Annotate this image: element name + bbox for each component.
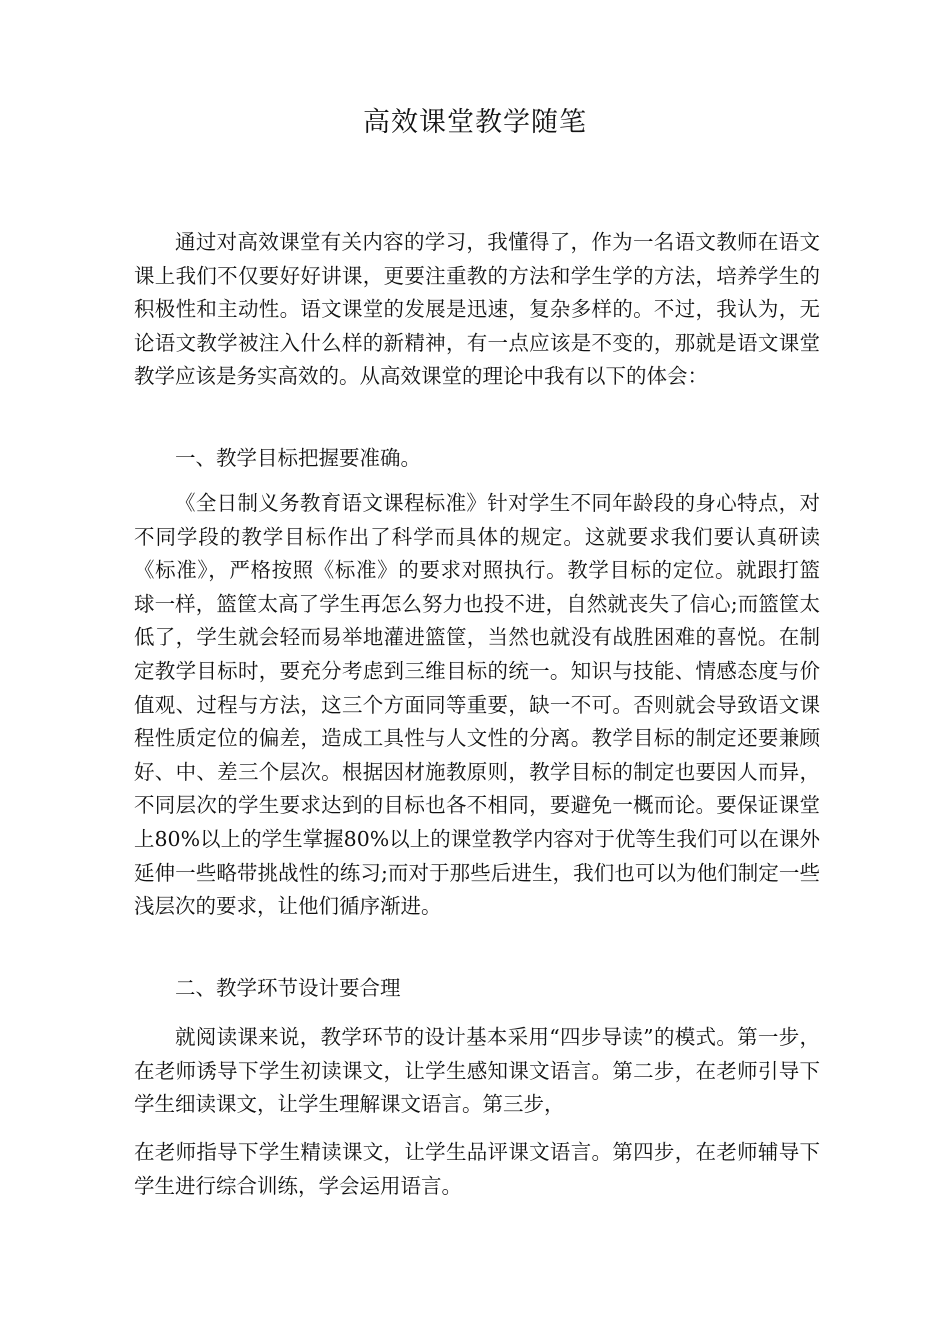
page-title: 高效课堂教学随笔	[363, 107, 587, 138]
paragraph-section-2-continued: 在老师指导下学生精读课文，让学生品评课文语言。第四步，在老师辅导下学生进行综合训练，学会运用语言。	[134, 1140, 820, 1198]
section-heading-2: 二、教学环节设计要合理	[175, 976, 401, 1000]
paragraph-intro: 通过对高效课堂有关内容的学习，我懂得了，作为一名语文教师在语文课上我们不仅要好好讲课，更要注重教的方法和学生学的方法，培养学生的积极性和主动性。语文课堂的发展是迅速，复杂多样的。不过，我认为，无论语文教学被注入什么样的新精神，有一点应该是不变的，那就是语文课堂教学应该是务实高效的。从高效课堂的理论中我有以下的体会：	[134, 230, 820, 389]
paragraph-section-1: 《全日制义务教育语文课程标准》针对学生不同年龄段的身心特点，对不同学段的教学目标作出了科学而具体的规定。这就要求我们要认真研读《标准》，严格按照《标准》的要求对照执行。教学目标的定位。就跟打篮球一样，篮筐太高了学生再怎么努力也投不进，自然就丧失了信心;而篮筐太低了，学生就会轻而易举地灌进篮筐，当然也就没有战胜困难的喜悦。在制定教学目标时，要充分考虑到三维目标的统一。知识与技能、情感态度与价值观、过程与方法，这三个方面同等重要，缺一不可。否则就会导致语文课程性质定位的偏差，造成工具性与人文性的分离。教学目标的制定还要兼顾好、中、差三个层次。根据因材施教原则，教学目标的制定也要因人而异，不同层次的学生要求达到的目标也各不相同，要避免一概而论。要保证课堂上80%以上的学生掌握80%以上的课堂教学内容对于优等生我们可以在课外延伸一些略带挑战性的练习;而对于那些后进生，我们也可以为他们制定一些浅层次的要求，让他们循序渐进。	[134, 491, 820, 919]
section-heading-1: 一、教学目标把握要准确。	[175, 446, 421, 470]
paragraph-section-2: 就阅读课来说，教学环节的设计基本采用“四步导读”的模式。第一步，在老师诱导下学生初读课文，让学生感知课文语言。第二步，在老师引导下学生细读课文，让学生理解课文语言。第三步，	[134, 1025, 820, 1117]
